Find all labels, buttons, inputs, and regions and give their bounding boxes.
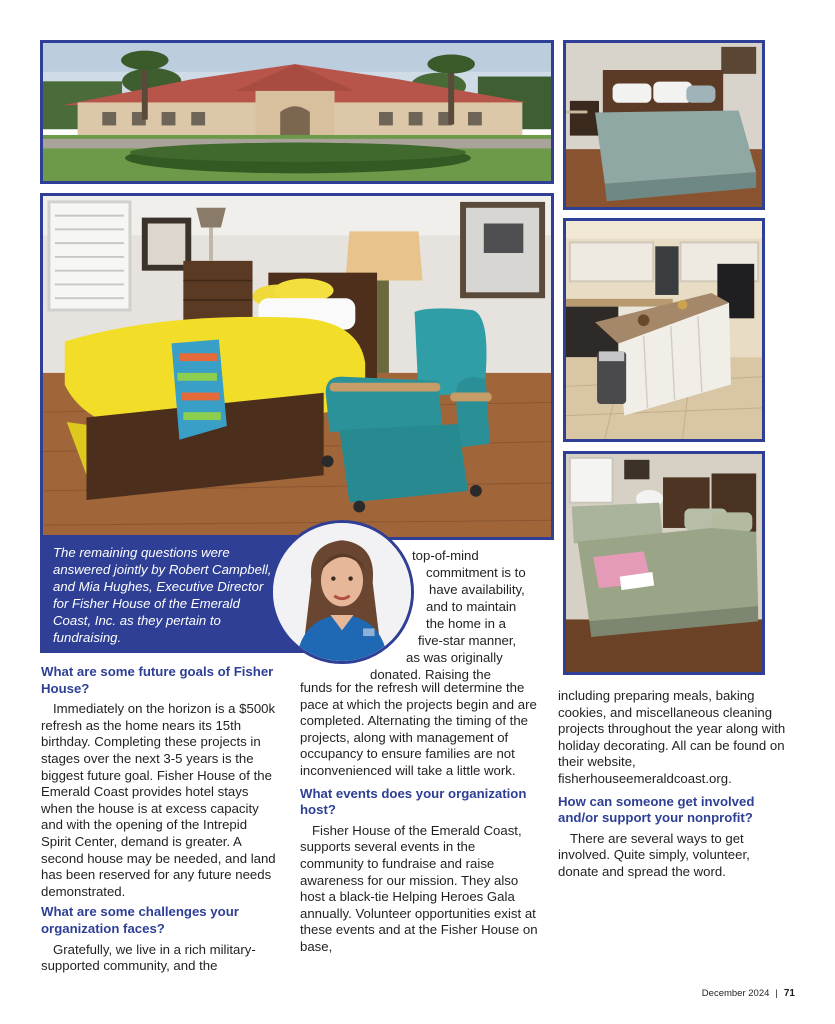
wrap-line: have availability, xyxy=(429,582,525,597)
heading-events: What events does your organization host? xyxy=(300,785,527,818)
paragraph-get-involved: There are several ways to get involved. Quite simply, volunteer, donate and spread the word. xyxy=(558,830,750,879)
column-1 xyxy=(41,664,279,975)
wrap-line: and to maintain xyxy=(426,599,517,614)
footer-separator: | xyxy=(775,988,778,999)
wrap-line: the home in a xyxy=(426,616,506,631)
wrap-line: top-of-mind xyxy=(412,548,479,563)
wrap-line: as was originally xyxy=(406,650,503,665)
page-footer xyxy=(702,988,795,999)
mia-hughes-portrait xyxy=(270,520,414,664)
twin-bedroom-photo xyxy=(563,451,765,675)
wrap-line: commitment is to xyxy=(426,565,526,580)
fisher-house-exterior-photo xyxy=(40,40,554,184)
kitchen-photo xyxy=(563,218,765,442)
bedroom-recliner-photo xyxy=(40,193,554,540)
paragraph-events-continued: including preparing meals, baking cookies, and miscellaneous cleaning projects throughout the year along with holiday decorating. All can be found on their website, fisherhouseemeraldcoast.org. xyxy=(558,688,786,786)
heading-get-involved: How can someone get involved and/or support your nonprofit? xyxy=(558,793,755,826)
bedroom-queen-bed-photo xyxy=(563,40,765,210)
wrap-line: five-star manner, xyxy=(418,633,517,648)
issue-date: December 2024 xyxy=(701,988,770,999)
column-2 xyxy=(300,680,538,956)
paragraph-challenges-start: Gratefully, we live in a rich military-supported community, and the xyxy=(41,941,256,974)
paragraph-events: Fisher House of the Emerald Coast, supports several events in the community to fundraise and raise awareness for our mission. They also host a black-tie Helping Heroes Gala annually. Volunteer opportunities exist at these events and at the Fisher House on base, xyxy=(300,822,538,954)
heading-challenges: What are some challenges your organization faces? xyxy=(41,904,239,936)
heading-future-goals: What are some future goals of Fisher House? xyxy=(41,664,274,696)
paragraph-future-goals: Immediately on the horizon is a $500k refresh as the home nears its 15th birthday. Completing these projects in stages over the next 3-5 years is the biggest future goal. Fisher House of the Emerald Coast provides hotel stays when the house is at excess capacity and with the opening of the Intrepid Spirit Center, demand is greater. A second house may be needed, and land has been reserved for any future needs demonstrated. xyxy=(41,701,276,899)
paragraph-refresh-continued: funds for the refresh will determine the pace at which the projects begin and are completed. Alternating the timing of the projects, along with management of occupancy to ensure families are not inconvenienced will take a little work. xyxy=(300,680,537,778)
column-3 xyxy=(558,688,788,881)
intro-text: The remaining questions were answered jointly by Robert Campbell, and Mia Hughes, Executive Director for Fisher House of the Emerald Coast, Inc. as they pertain to fundraising. xyxy=(53,545,272,645)
page-number: 71 xyxy=(783,988,795,999)
wrap-line: donated. Raising the xyxy=(370,667,491,682)
